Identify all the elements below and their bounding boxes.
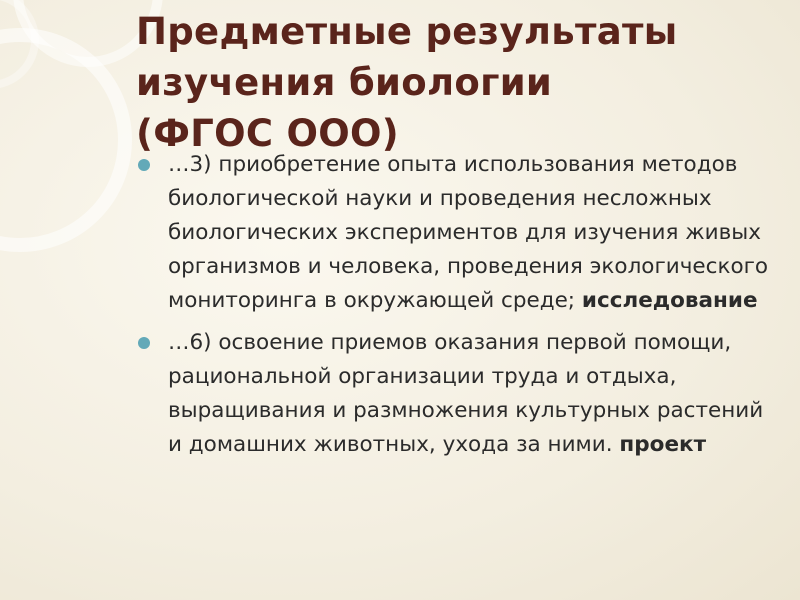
bullet-keyword: проект bbox=[619, 432, 707, 457]
bullet-item bbox=[134, 148, 774, 318]
bullet-text: …6) освоение приемов оказания первой помощи, рациональной организации труда и отдыха, выращивания и размножения культурных растений и домашних животных, ухода за ними. bbox=[168, 330, 764, 457]
slide-title: Предметные результаты изучения биологии (ФГОС ООО) bbox=[136, 10, 678, 155]
bullet-keyword: исследование bbox=[581, 288, 758, 313]
bullet-dot-icon bbox=[138, 159, 150, 171]
bullet-item bbox=[134, 326, 774, 462]
bullet-dot-icon bbox=[138, 337, 150, 349]
bullet-text: …3) приобретение опыта использования методов биологической науки и проведения несложных биологических экспериментов для изучения живых организмов и человека, проведения экологического мониторинга в окружающей среде; bbox=[168, 152, 769, 313]
bullet-list bbox=[134, 148, 774, 470]
